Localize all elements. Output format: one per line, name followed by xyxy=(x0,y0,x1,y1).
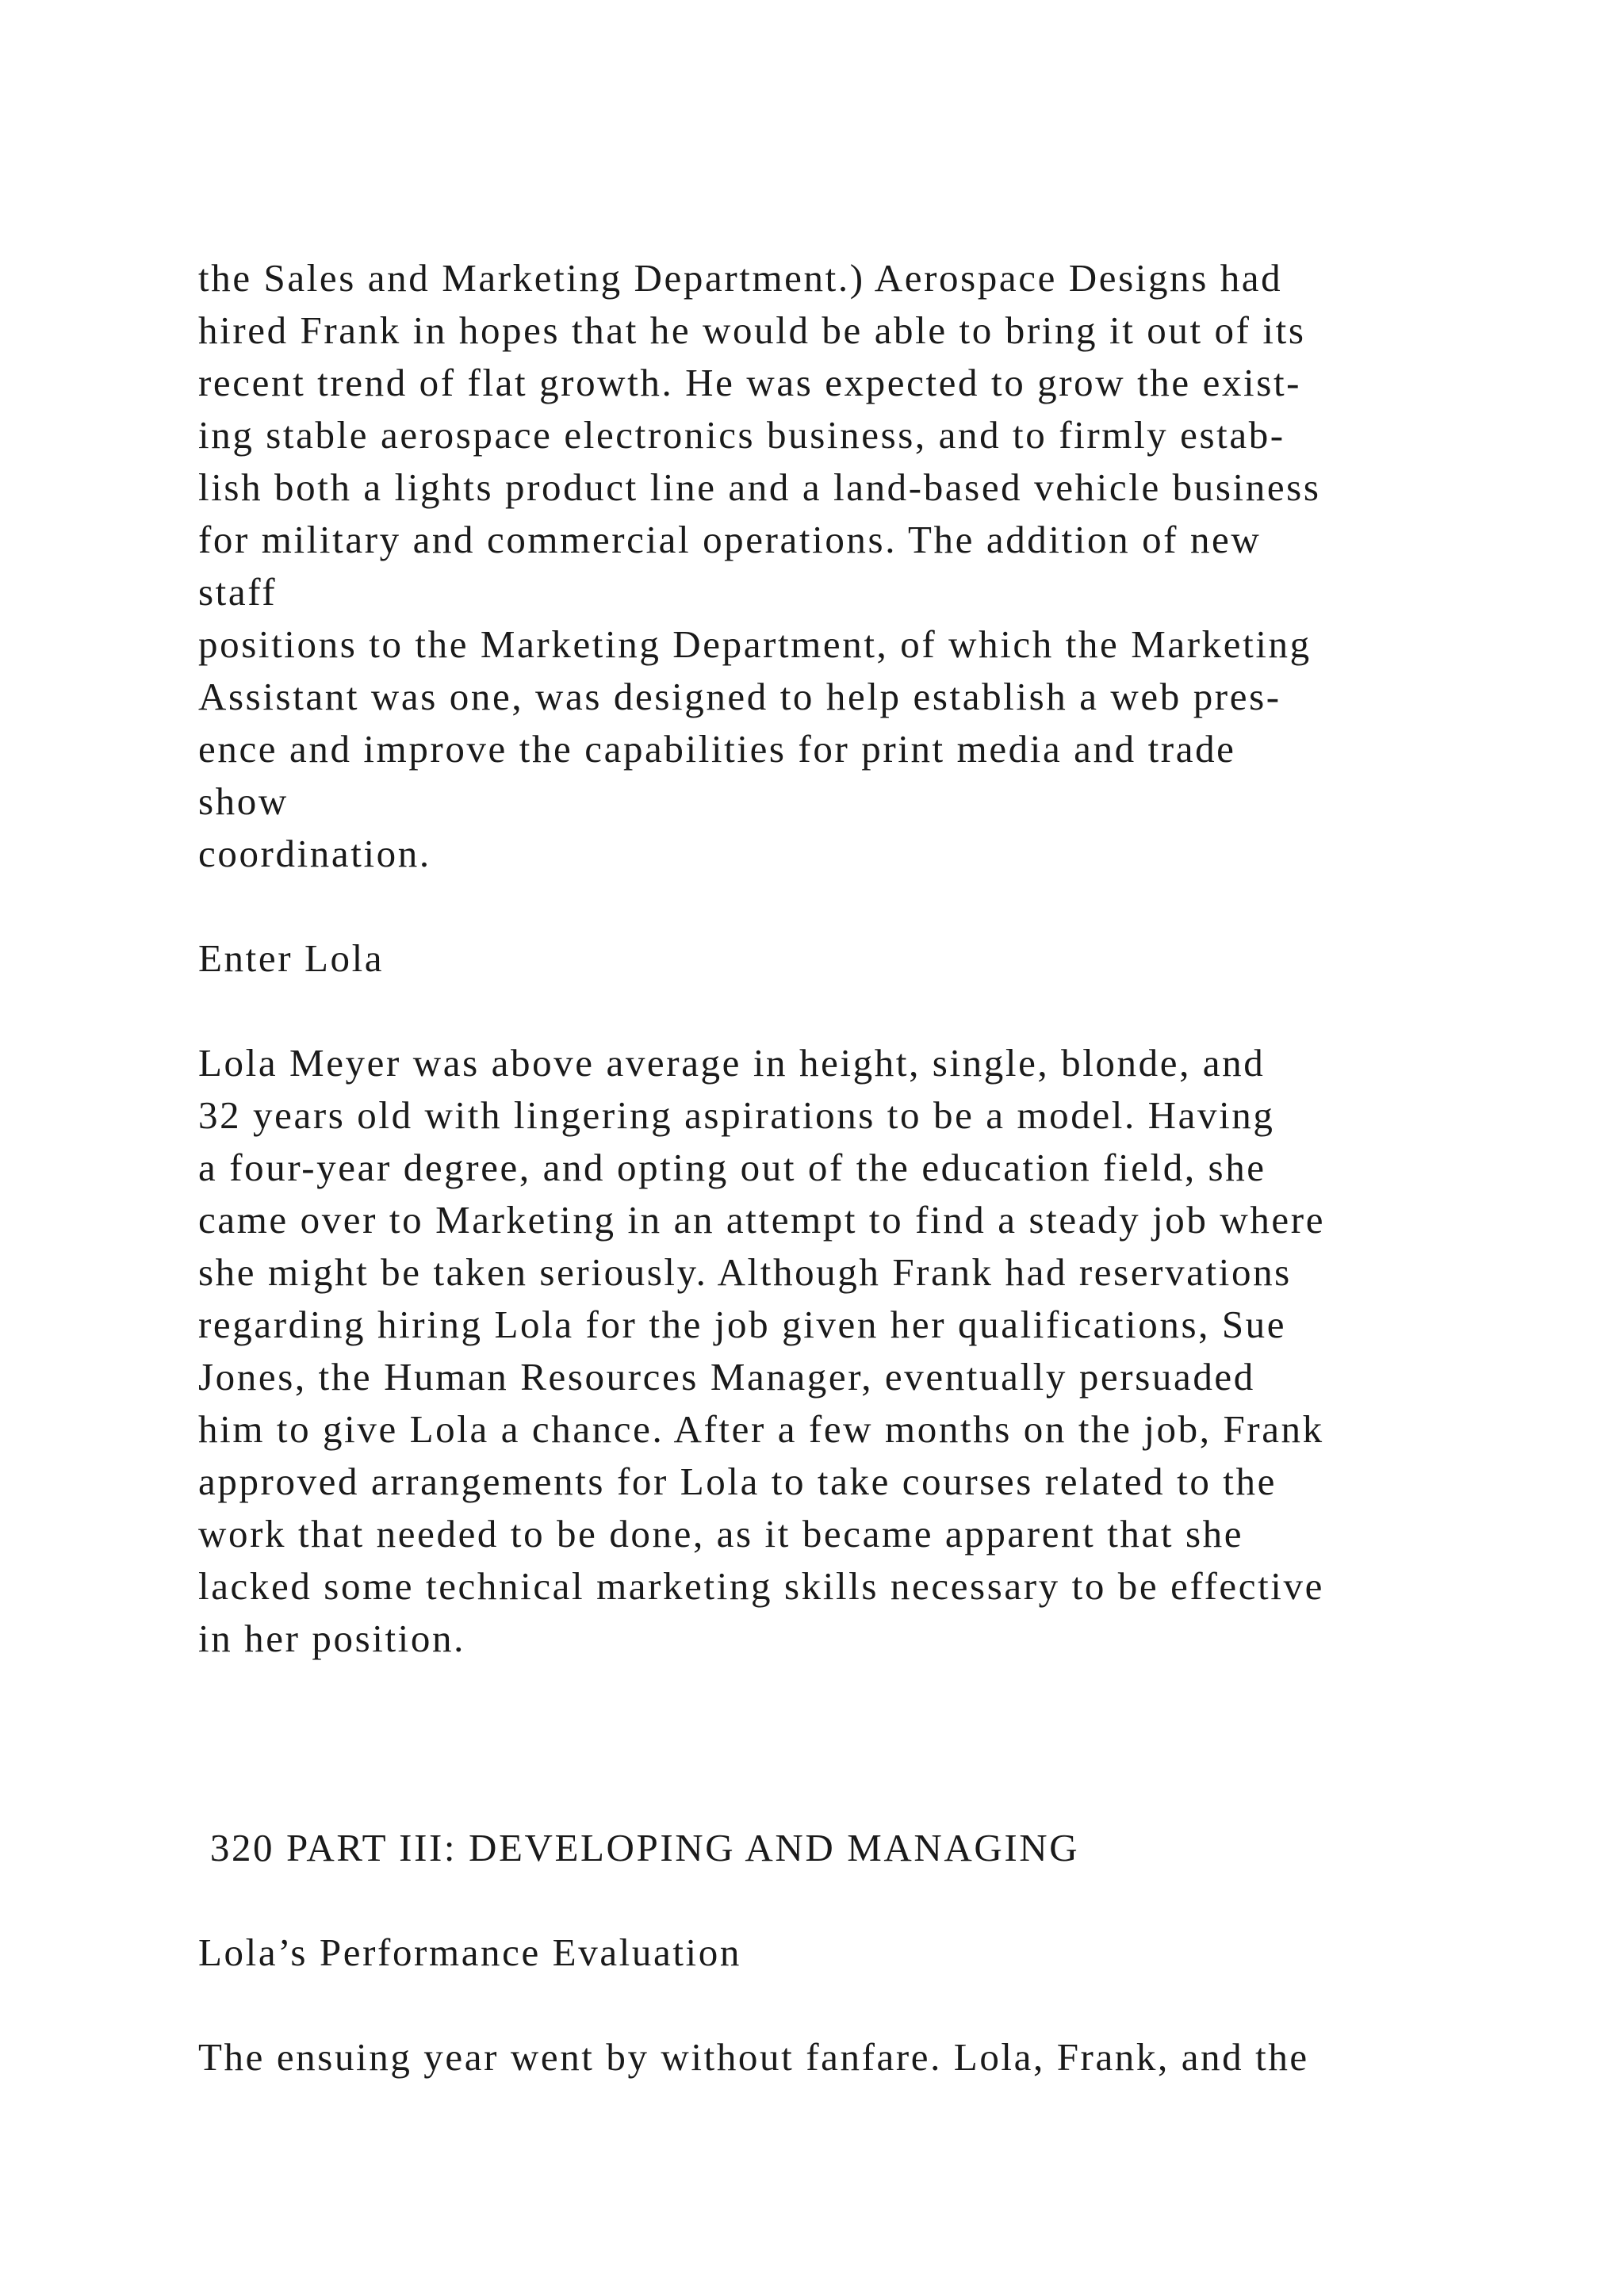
text-line: in her position. xyxy=(198,1617,465,1660)
text-line: the Sales and Marketing Department.) Aerospace Designs had xyxy=(198,256,1283,300)
text-line: coordination. xyxy=(198,832,431,875)
text-line: ing stable aerospace electronics business, and to firmly estab- xyxy=(198,413,1285,457)
text-line: lacked some technical marketing skills necessary to be effective xyxy=(198,1564,1324,1608)
text-line: staff xyxy=(198,570,278,614)
section-heading: Lola’s Performance Evaluation xyxy=(198,1931,741,1974)
text-line: a four-year degree, and opting out of the education field, she xyxy=(198,1146,1266,1189)
text-line: show xyxy=(198,779,289,823)
text-line: Assistant was one, was designed to help establish a web pres- xyxy=(198,675,1281,718)
text-line: Lola Meyer was above average in height, single, blonde, and xyxy=(198,1041,1266,1085)
text-line: regarding hiring Lola for the job given her qualifications, Sue xyxy=(198,1303,1287,1346)
text-line: she might be taken seriously. Although Frank had reservations xyxy=(198,1250,1292,1294)
text-line: ence and improve the capabilities for print media and trade xyxy=(198,727,1236,771)
running-header: 320 PART III: DEVELOPING AND MANAGING xyxy=(198,1826,1080,1869)
text-line: came over to Marketing in an attempt to find a steady job where xyxy=(198,1198,1326,1242)
section-heading: Enter Lola xyxy=(198,936,385,980)
text-line: for military and commercial operations. The addition of new xyxy=(198,518,1262,561)
text-line: 32 years old with lingering aspirations to be a model. Having xyxy=(198,1093,1275,1137)
text-line: him to give Lola a chance. After a few months on the job, Frank xyxy=(198,1407,1324,1451)
text-line: hired Frank in hopes that he would be able to bring it out of its xyxy=(198,308,1306,352)
text-line: lish both a lights product line and a land-based vehicle business xyxy=(198,465,1321,509)
text-line: recent trend of flat growth. He was expected to grow the exist- xyxy=(198,361,1302,404)
text-line: approved arrangements for Lola to take courses related to the xyxy=(198,1460,1277,1503)
text-line: positions to the Marketing Department, of which the Marketing xyxy=(198,622,1312,666)
text-line: work that needed to be done, as it became apparent that she xyxy=(198,1512,1244,1556)
text-line: Jones, the Human Resources Manager, eventually persuaded xyxy=(198,1355,1255,1399)
text-line: The ensuing year went by without fanfare. Lola, Frank, and the xyxy=(198,2035,1309,2079)
